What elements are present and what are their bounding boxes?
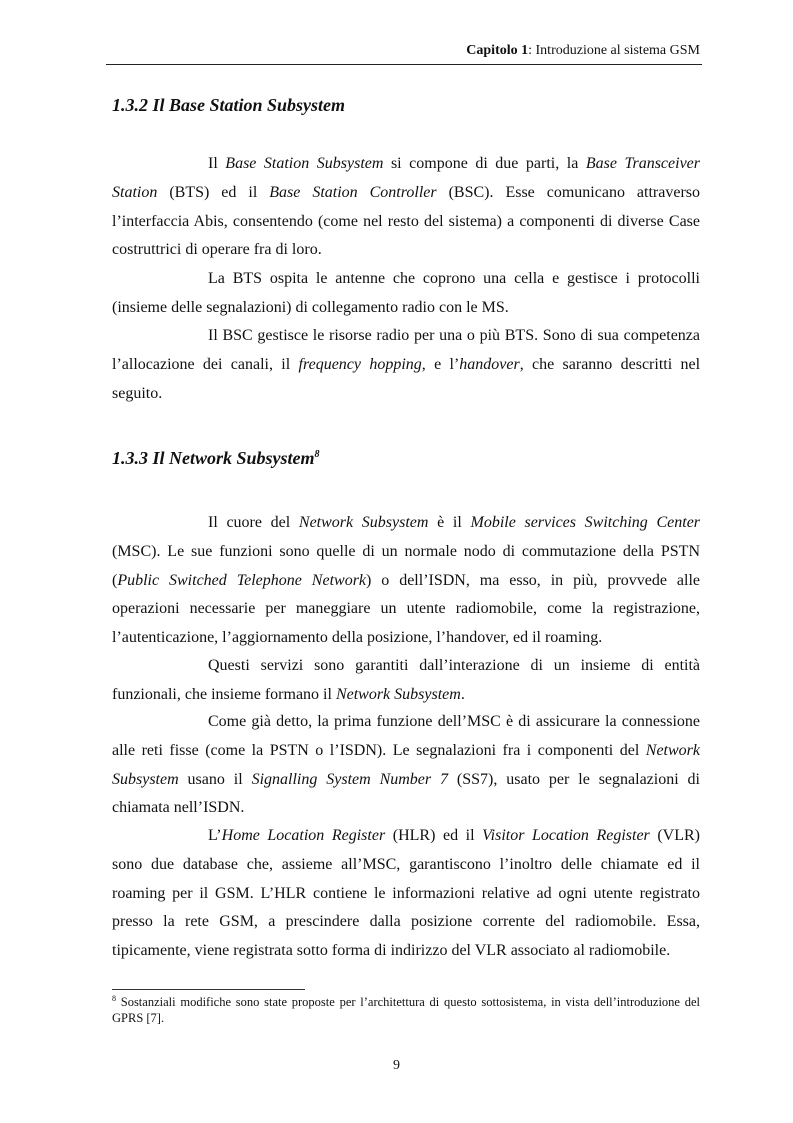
text-run: (BTS) ed il: [157, 183, 270, 201]
paragraph-bss-intro: [112, 150, 700, 265]
text-run: , e l’: [421, 355, 460, 373]
text-run: (HLR) ed il: [385, 827, 483, 844]
text-run: Il cuore del: [208, 514, 299, 531]
paragraph-bts: [112, 265, 700, 323]
italic-term: Visitor Location Register: [482, 827, 650, 844]
text-run: Il BSC gestisce le risorse radio per una o più BTS. Sono di sua competenza l’allocazione dei canali, il: [112, 327, 700, 373]
paragraph-services: [112, 652, 700, 710]
text-run: Il: [208, 155, 226, 172]
paragraph-ss7: [112, 708, 700, 823]
footnote: [112, 994, 700, 1026]
text-run: si compone di due parti, la: [383, 155, 586, 172]
text-run: La BTS ospita le antenne che coprono una cella e gestisce i protocolli (insieme delle segnalazioni) di collegamento radio con le MS.: [112, 270, 700, 316]
text-run: , che saranno descritti nel seguito.: [112, 355, 701, 402]
italic-term: Network Subsystem: [298, 514, 429, 531]
running-header: [108, 43, 700, 59]
italic-term: Home Location Register: [221, 827, 386, 844]
text-run: (VLR) sono due database che, assieme all’MSC, garantiscono l’inoltro delle chiamate ed il roaming per il GSM. L’HLR contiene le informazioni relative ad ogni utente registrato presso la rete GSM, a prescindere dalla posizione corrente del radiomobile. Essa, tipicamente, viene registrata sotto forma di indirizzo del VLR associato al radiomobile.: [112, 827, 701, 960]
section-heading-1-3-3: [112, 447, 320, 469]
footnote-marker: 8: [112, 993, 116, 1003]
paragraph-bsc: [112, 322, 700, 408]
text-run: (BSC). Esse comunicano attraverso l’interfaccia Abis, consentendo (come nel resto del sistema) a componenti di diverse Case costruttrici di operare fra di loro.: [112, 183, 701, 259]
text-run: L’: [208, 827, 222, 844]
italic-term: Base Station Controller: [269, 183, 437, 201]
header-rule: [106, 64, 702, 65]
section-heading-1-3-2: 1.3.2 Il Base Station Subsystem: [112, 95, 346, 115]
section-heading-1-3-3-text: 1.3.3 Il Network Subsystem: [112, 448, 315, 468]
italic-term: frequency hopping: [298, 355, 422, 373]
footnote-text: Sostanziali modifiche sono state proposte per l’architettura di questo sottosistema, in vista dell’introduzione del GPRS [7].: [112, 995, 700, 1025]
italic-term: Public Switched Telephone Network: [117, 571, 367, 589]
text-run: Come già detto, la prima funzione dell’MSC è di assicurare la connessione alle reti fisse (come la PSTN o l’ISDN). Le segnalazioni fra i componenti del: [112, 713, 700, 759]
italic-term: handover: [459, 355, 520, 373]
page-number: 9: [393, 1058, 400, 1073]
chapter-title: : Introduzione al sistema GSM: [528, 43, 700, 58]
italic-term: Signalling System Number 7: [251, 770, 449, 788]
italic-term: Mobile services Switching Center: [470, 514, 701, 531]
italic-term: Base Transceiver Station: [112, 155, 700, 201]
paragraph-msc: [112, 509, 700, 653]
text-run: usano il: [178, 770, 252, 788]
text-run: (SS7), usato per le segnalazioni di chiamata nell’ISDN.: [112, 770, 700, 817]
italic-term: Network Subsystem: [335, 685, 461, 703]
text-run: (MSC). Le sue funzioni sono quelle di un normale nodo di commutazione della PSTN (: [112, 542, 700, 589]
italic-term: Base Station Subsystem: [225, 155, 384, 172]
text-run: Questi servizi sono garantiti dall’interazione di un insieme di entità funzionali, che insieme formano il: [112, 657, 700, 703]
text-run: ) o dell’ISDN, ma esso, in più, provvede alle operazioni necessarie per maneggiare un utente radiomobile, come la registrazione, l’autenticazione, l’aggiornamento della posizione, l’handover, ed il roaming.: [112, 571, 700, 647]
footnote-reference: 8: [314, 449, 320, 460]
footnote-rule: [112, 989, 305, 990]
chapter-label: Capitolo 1: [466, 43, 529, 58]
italic-term: Network Subsystem: [112, 741, 700, 788]
text-run: .: [460, 685, 465, 703]
text-run: è il: [428, 514, 471, 531]
paragraph-hlr-vlr: [112, 822, 700, 966]
